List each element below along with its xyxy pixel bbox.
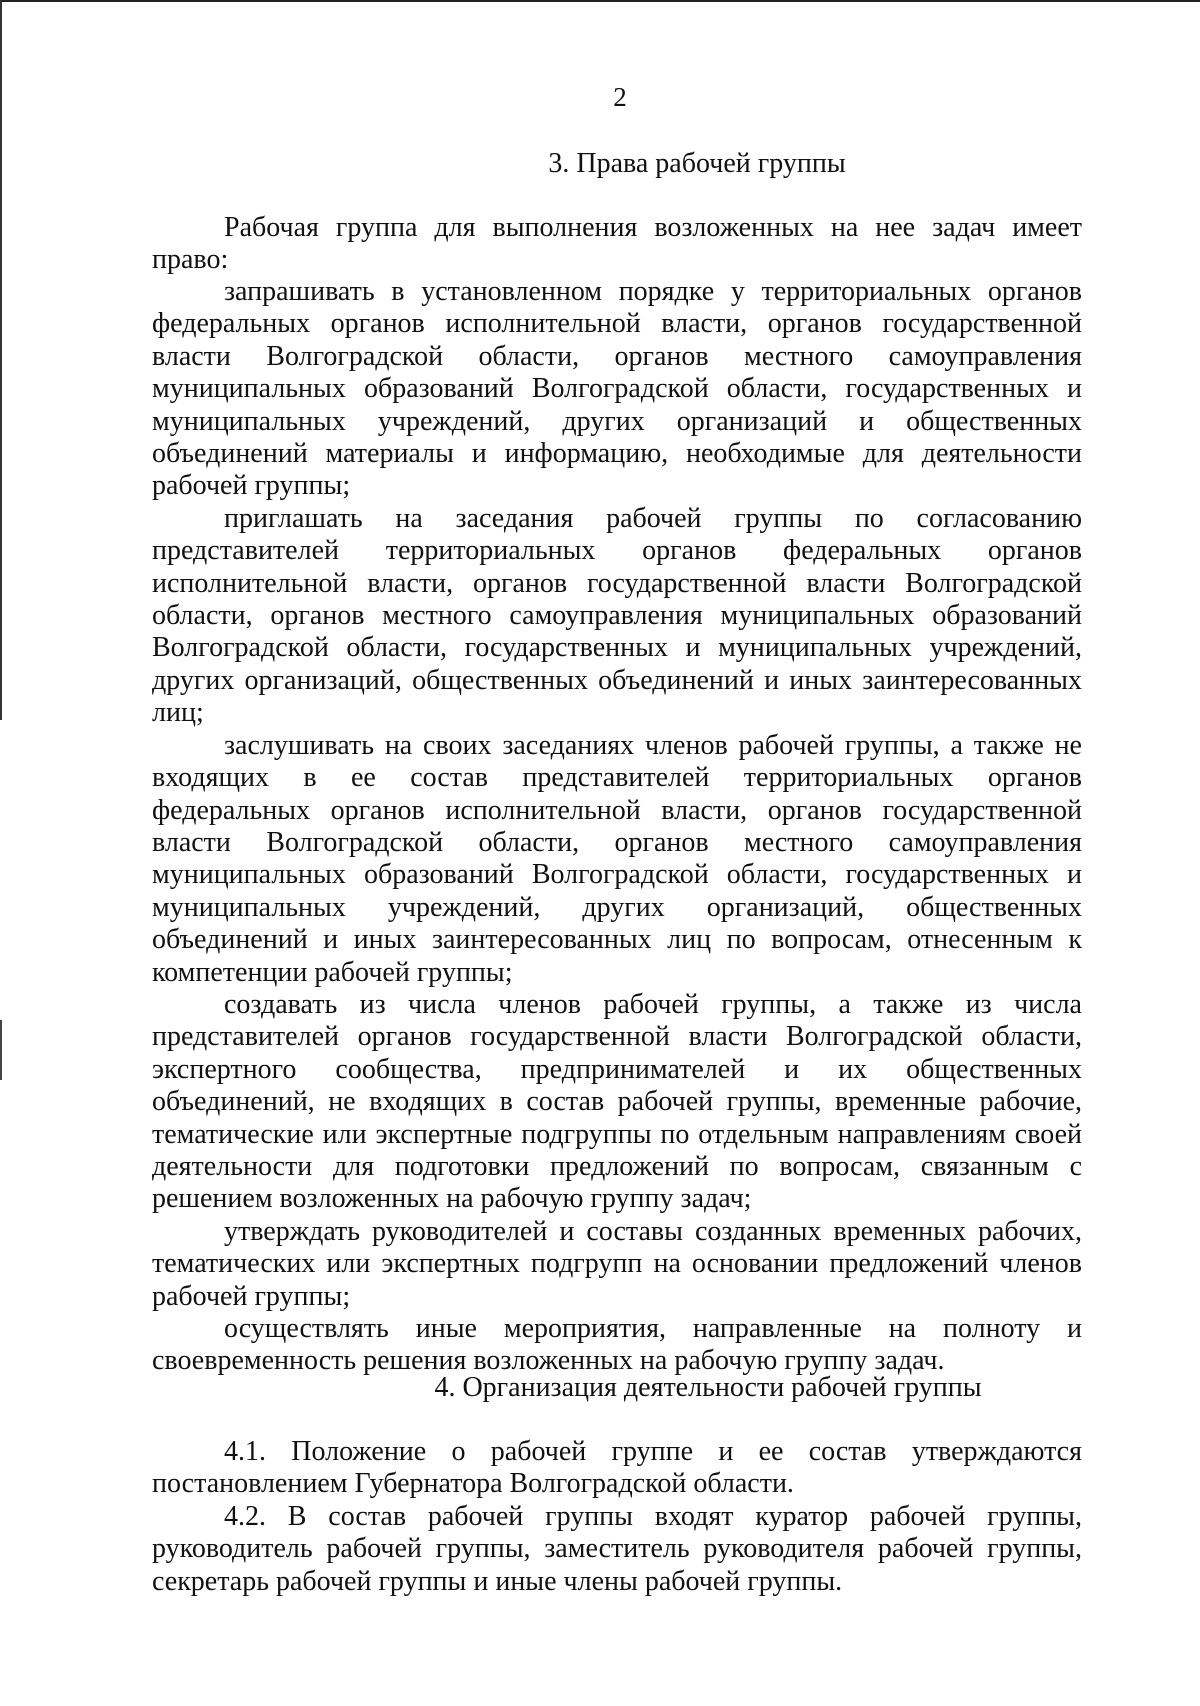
section-3-rights-list [152, 276, 1082, 1378]
rights-item-approve-leaders: утверждать руководителей и составы созданных временных рабочих, тематических или экспертных подгрупп на основании предложений членов рабочей группы; [152, 1215, 1082, 1312]
rights-item-invite: приглашать на заседания рабочей группы по согласованию представителей территориальных органов федеральных органов исполнительной власти, органов государственной власти Волгоградской области, органов местного самоуправления муниципальных образований Волгоградской области, государственных и муниципальных учреждений, других организаций, общественных объединений и иных заинтересованных лиц; [152, 502, 1082, 729]
page-number: 2 [613, 82, 627, 112]
org-item-4-2: 4.2. В состав рабочей группы входят куратор рабочей группы, руководитель рабочей группы, заместитель руководителя рабочей группы, секретарь рабочей группы и иные члены рабочей группы. [152, 1500, 1082, 1597]
section-3-heading: 3. Права рабочей группы [548, 148, 846, 179]
section-4-heading: 4. Организация деятельности рабочей группы [434, 1372, 982, 1403]
section-3-intro: Рабочая группа для выполнения возложенных на нее задач имеет право: [152, 212, 1082, 276]
rights-item-create-subgroups: создавать из числа членов рабочей группы, а также из числа представителей органов государственной власти Волгоградской области, экспертного сообщества, предпринимателей и их общественных объединений, не входящих в состав рабочей группы, временные рабочие, тематические или экспертные подгруппы по отдельным направлениям своей деятельности для подготовки предложений по вопросам, связанным с решением возложенных на рабочую группу задач; [152, 988, 1082, 1215]
section-4-organization-list [152, 1436, 1082, 1598]
rights-item-hear: заслушивать на своих заседаниях членов рабочей группы, а также не входящих в ее состав представителей территориальных органов федеральных органов исполнительной власти, органов государственной власти Волгоградской области, органов местного самоуправления муниципальных образований Волгоградской области, государственных и муниципальных учреждений, других организаций, общественных объединений и иных заинтересованных лиц по вопросам, отнесенным к компетенции рабочей группы; [152, 729, 1082, 988]
org-item-4-1: 4.1. Положение о рабочей группе и ее состав утверждаются постановлением Губернатора Волгоградской области. [152, 1436, 1082, 1500]
scan-border-left-fragment [0, 1020, 2, 1080]
rights-item-request-info: запрашивать в установленном порядке у территориальных органов федеральных органов исполнительной власти, органов государственной власти Волгоградской области, органов местного самоуправления муниципальных образований Волгоградской области, государственных и муниципальных учреждений, других организаций и общественных объединений материалы и информацию, необходимые для деятельности рабочей группы; [152, 276, 1082, 502]
rights-item-other-measures: осуществлять иные мероприятия, направленные на полноту и своевременность решения возложенных на рабочую группу задач. [152, 1313, 1082, 1377]
scan-border-top [0, 0, 1200, 2]
